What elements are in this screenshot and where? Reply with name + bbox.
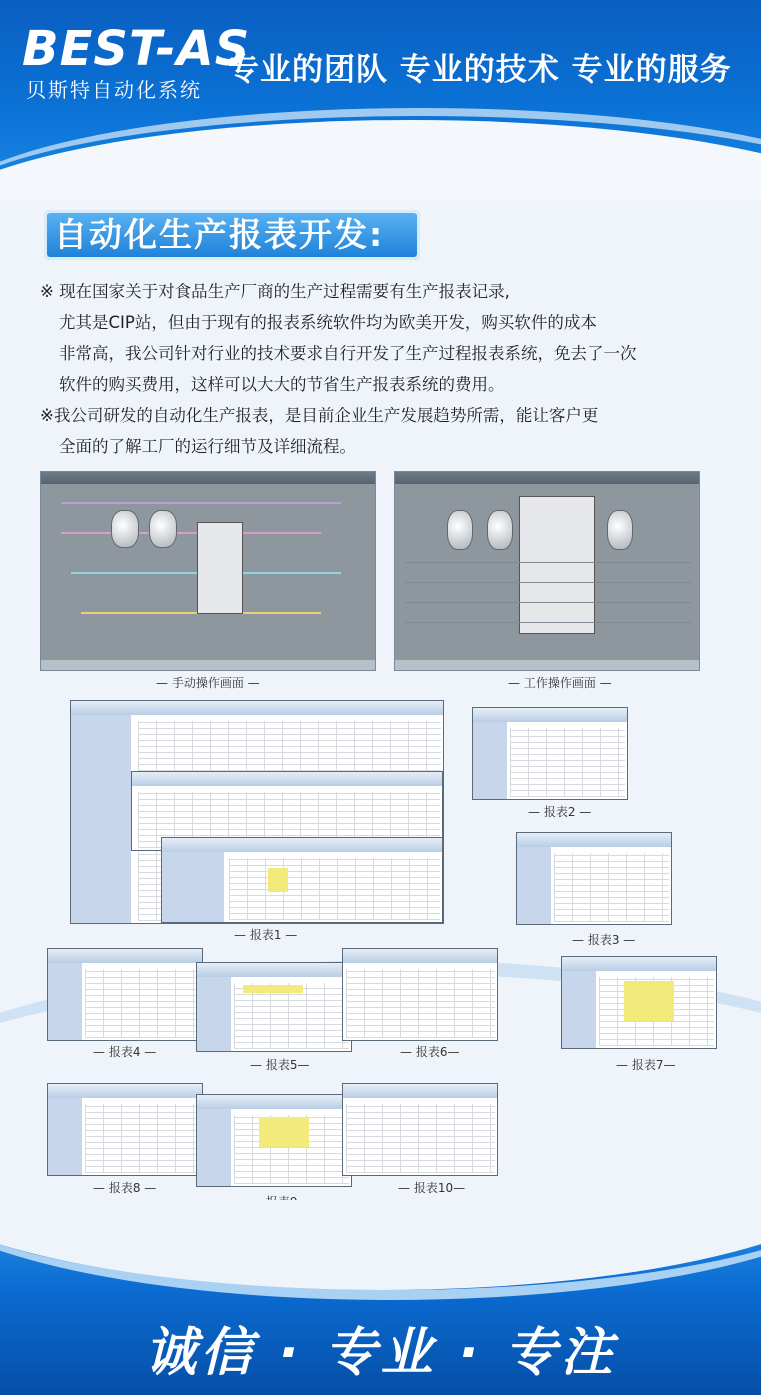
report-2-screenshot bbox=[472, 707, 628, 800]
report-7-screenshot bbox=[561, 956, 717, 1049]
report-3-screenshot bbox=[516, 832, 672, 925]
report-5-screenshot bbox=[196, 962, 352, 1052]
tank-icon bbox=[607, 510, 633, 550]
company-logo: BEST-AS bbox=[22, 21, 251, 77]
caption-report-2: — 报表2 — bbox=[528, 805, 592, 819]
caption-report-3: — 报表3 — bbox=[572, 933, 636, 947]
caption-report-6: — 报表6— bbox=[400, 1045, 460, 1059]
screenshot-taskbar bbox=[41, 660, 375, 670]
work-operation-screenshot bbox=[394, 471, 700, 671]
section-title: 自动化生产报表开发: bbox=[44, 210, 420, 260]
tank-icon bbox=[447, 510, 473, 550]
screenshot-taskbar bbox=[395, 660, 699, 670]
caption-report-4: — 报表4 — bbox=[93, 1045, 157, 1059]
report-1-inner bbox=[161, 837, 443, 923]
caption-work: — 工作操作画面 — bbox=[508, 676, 612, 690]
report-1-screenshot bbox=[70, 700, 444, 924]
tank-icon bbox=[149, 510, 177, 548]
intro-line: ※ 现在国家关于对食品生产厂商的生产过程需要有生产报表记录, bbox=[40, 282, 510, 301]
control-dialog bbox=[519, 496, 595, 634]
caption-manual: — 手动操作画面 — bbox=[156, 676, 260, 690]
intro-text bbox=[40, 276, 730, 462]
control-panel bbox=[197, 522, 243, 614]
report-10-screenshot bbox=[342, 1083, 498, 1176]
intro-line: 非常高，我公司针对行业的技术要求自行开发了生产过程报表系统，免去了一次 bbox=[59, 344, 637, 363]
manual-operation-screenshot bbox=[40, 471, 376, 671]
intro-line: 尤其是CIP站，但由于现有的报表系统软件均为欧美开发，购买软件的成本 bbox=[59, 313, 597, 332]
company-name: 贝斯特自动化系统 bbox=[26, 78, 202, 102]
intro-line: 软件的购买费用，这样可以大大的节省生产报表系统的费用。 bbox=[59, 375, 505, 394]
caption-report-7: — 报表7— bbox=[616, 1058, 676, 1072]
top-banner bbox=[0, 0, 761, 200]
report-8-screenshot bbox=[47, 1083, 203, 1176]
banner-swoosh-line bbox=[0, 1200, 761, 1300]
header-slogan: 专业的团队 专业的技术 专业的服务 bbox=[228, 52, 732, 88]
intro-line: 全面的了解工厂的运行细节及详细流程。 bbox=[59, 437, 356, 456]
caption-report-5: — 报表5— bbox=[250, 1058, 310, 1072]
footer-slogan: 诚信 · 专业 · 专注 bbox=[144, 1323, 617, 1383]
report-4-screenshot bbox=[47, 948, 203, 1041]
report-9-screenshot bbox=[196, 1094, 352, 1187]
tank-icon bbox=[111, 510, 139, 548]
screenshot-titlebar bbox=[41, 472, 375, 484]
report-6-screenshot bbox=[342, 948, 498, 1041]
tank-icon bbox=[487, 510, 513, 550]
caption-report-1: — 报表1 — bbox=[234, 928, 298, 942]
screenshot-titlebar bbox=[395, 472, 699, 484]
caption-report-8: — 报表8 — bbox=[93, 1181, 157, 1195]
caption-report-10: — 报表10— bbox=[398, 1181, 466, 1195]
intro-line: ※我公司研发的自动化生产报表，是目前企业生产发展趋势所需，能让客户更 bbox=[40, 406, 599, 425]
